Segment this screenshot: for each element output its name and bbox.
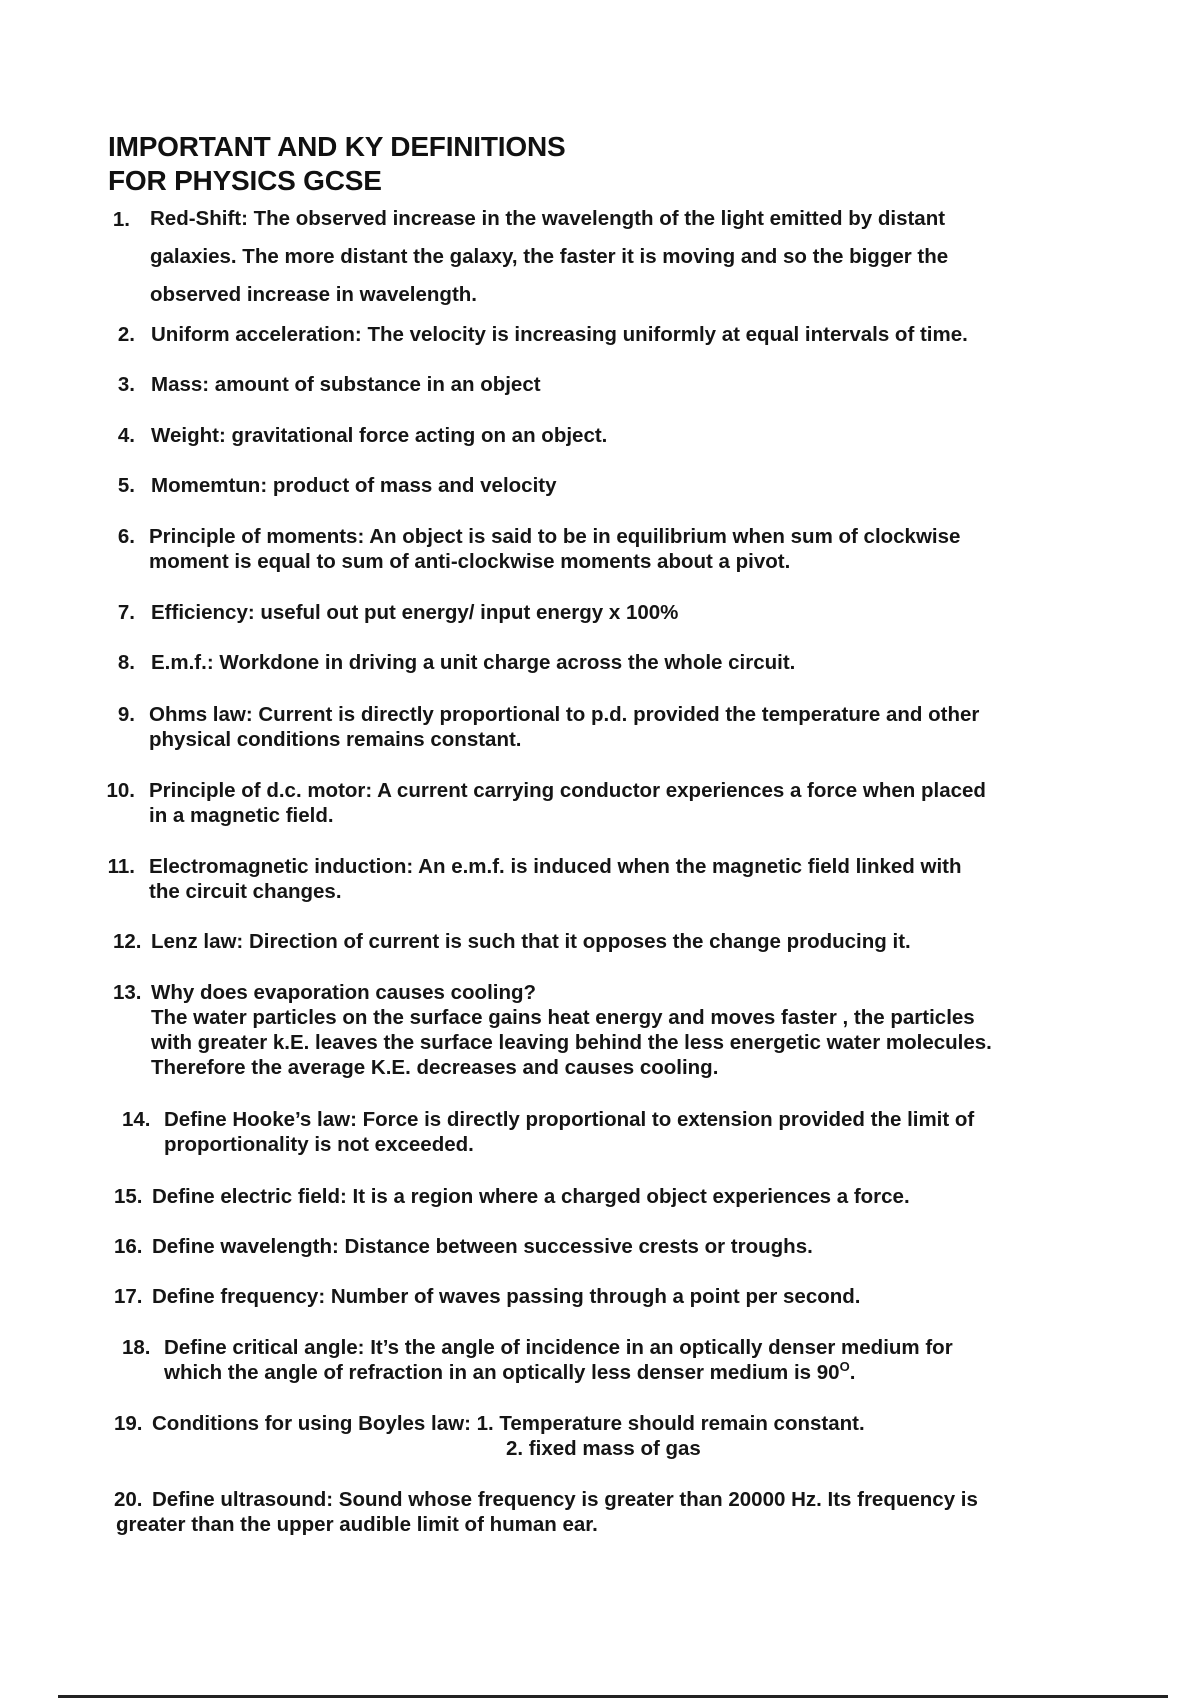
item-text-line: Define wavelength: Distance between successive crests or troughs.: [152, 1235, 813, 1258]
item-text-line: Principle of d.c. motor: A current carrying conductor experiences a force when placed: [149, 779, 986, 802]
item-text-line: Therefore the average K.E. decreases and causes cooling.: [151, 1056, 719, 1079]
page-title: [108, 130, 565, 198]
item-text-line: greater than the upper audible limit of human ear.: [116, 1513, 598, 1536]
degree-superscript: O: [839, 1359, 850, 1375]
item-text-line: Red-Shift: The observed increase in the wavelength of the light emitted by distant: [150, 207, 946, 230]
item-text-line: Lenz law: Direction of current is such that it opposes the change producing it.: [151, 930, 911, 953]
item-text-line: observed increase in wavelength.: [150, 283, 477, 306]
item-text-line: Efficiency: useful out put energy/ input energy x 100%: [151, 601, 679, 624]
item-number: 13.: [113, 981, 142, 1004]
item-text-line: proportionality is not exceeded.: [164, 1133, 474, 1156]
item-text-line: moment is equal to sum of anti-clockwise moments about a pivot.: [149, 550, 791, 573]
item-number: 9.: [117, 703, 135, 726]
item-number: 11.: [107, 855, 135, 878]
item-text-line: physical conditions remains constant.: [149, 728, 522, 751]
item-text-line: Conditions for using Boyles law: 1. Temperature should remain constant.: [152, 1412, 865, 1435]
item-text-line: [164, 1360, 953, 1385]
item-text-line: in a magnetic field.: [149, 804, 334, 827]
item-text-line: Define Hooke’s law: Force is directly proportional to extension provided the limit of: [164, 1108, 975, 1131]
item-text-line: Define critical angle: It’s the angle of incidence in an optically denser medium for: [164, 1336, 953, 1359]
title-line-1: IMPORTANT AND KY DEFINITIONS: [108, 131, 566, 162]
item-text-line: Ohms law: Current is directly proportional to p.d. provided the temperature and other: [149, 703, 980, 726]
item-text-line: Mass: amount of substance in an object: [151, 373, 541, 396]
item-number: 14.: [122, 1108, 151, 1131]
item-number: 3.: [117, 373, 135, 396]
item-number: 7.: [117, 601, 135, 624]
item-number: 2.: [117, 323, 135, 346]
item-number: 8.: [117, 651, 135, 674]
item-text-line: galaxies. The more distant the galaxy, the faster it is moving and so the bigger the: [150, 245, 949, 268]
item-number: 1.: [112, 208, 130, 231]
item-number: 16.: [114, 1235, 143, 1258]
item-text-line: Define electric field: It is a region where a charged object experiences a force.: [152, 1185, 910, 1208]
item-number: 4.: [117, 424, 135, 447]
item-text-fragment: which the angle of refraction in an optically less denser medium is 90: [164, 1361, 840, 1384]
item-text-line: E.m.f.: Workdone in driving a unit charge across the whole circuit.: [151, 651, 796, 674]
bottom-divider: [58, 1695, 1168, 1698]
item-number: 10.: [106, 779, 135, 802]
item-number: 18.: [122, 1336, 151, 1359]
item-text-line: Momemtun: product of mass and velocity: [151, 474, 557, 497]
item-number: 12.: [113, 930, 142, 953]
item-text-line: Define frequency: Number of waves passing through a point per second.: [152, 1285, 861, 1308]
item-number: 17.: [114, 1285, 143, 1308]
item-text-line: Why does evaporation causes cooling?: [151, 981, 537, 1004]
item-number: 19.: [114, 1412, 143, 1435]
item-text-line: with greater k.E. leaves the surface leaving behind the less energetic water molecules.: [151, 1031, 992, 1054]
item-text-line: Uniform acceleration: The velocity is increasing uniformly at equal intervals of time.: [151, 323, 968, 346]
item-text-line: The water particles on the surface gains heat energy and moves faster , the particles: [151, 1006, 975, 1029]
item-text-line: Weight: gravitational force acting on an object.: [151, 424, 608, 447]
item-number: 6.: [117, 525, 135, 548]
item-text-line: the circuit changes.: [149, 880, 342, 903]
item-text-fragment: .: [849, 1361, 856, 1384]
item-text-line: Principle of moments: An object is said to be in equilibrium when sum of clockwise: [149, 525, 961, 548]
item-text-line: Electromagnetic induction: An e.m.f. is induced when the magnetic field linked with: [149, 855, 962, 878]
item-text-line: 2. fixed mass of gas: [506, 1437, 701, 1460]
title-line-2: FOR PHYSICS GCSE: [108, 165, 382, 196]
item-number: 5.: [117, 474, 135, 497]
item-number: 20.: [114, 1488, 143, 1511]
item-number: 15.: [114, 1185, 143, 1208]
item-text-line: Define ultrasound: Sound whose frequency is greater than 20000 Hz. Its frequency is: [152, 1488, 978, 1511]
